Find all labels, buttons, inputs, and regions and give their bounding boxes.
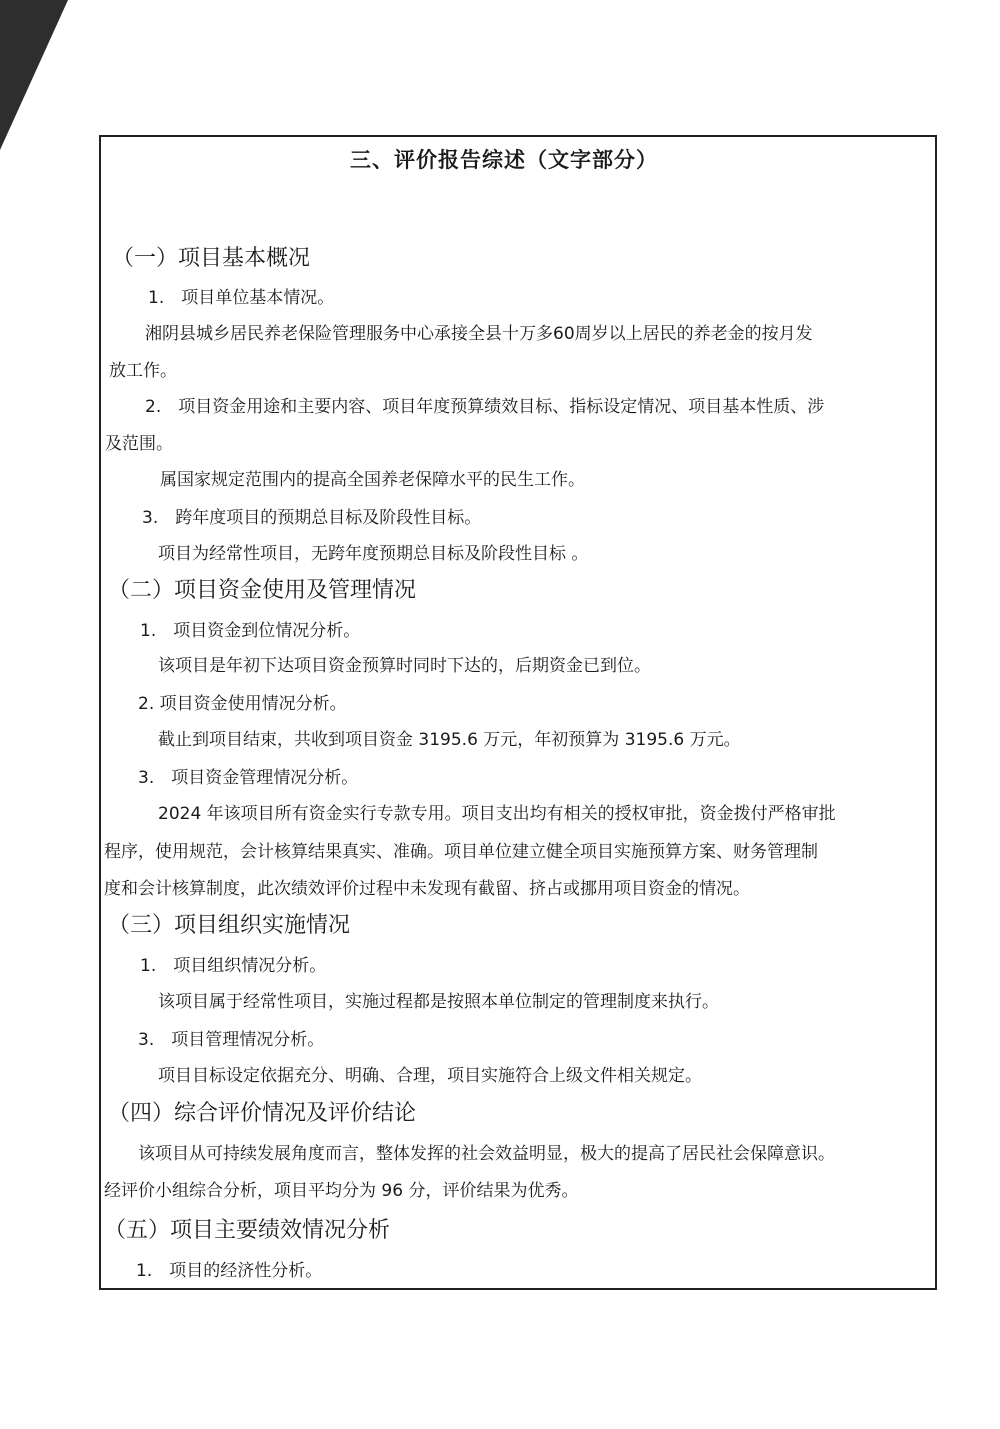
paragraph-4b: 经评价小组综合分析，项目平均分为 96 分，评价结果为优秀。 [104, 1181, 579, 1201]
paragraph-2-1: 该项目是年初下达项目资金预算时同时下达的，后期资金已到位。 [158, 656, 651, 676]
item-2-1: 1. 项目资金到位情况分析。 [140, 621, 361, 641]
section-4-heading: （四）综合评价情况及评价结论 [108, 1101, 417, 1126]
section-5-heading: （五）项目主要绩效情况分析 [104, 1218, 391, 1243]
paragraph-2-3c: 度和会计核算制度，此次绩效评价过程中未发现有截留、挤占或挪用项目资金的情况。 [104, 879, 750, 899]
scan-corner-shadow [0, 0, 80, 150]
paragraph-2-3a: 2024 年该项目所有资金实行专款专用。项目支出均有相关的授权审批，资金拨付严格审批 [158, 804, 836, 824]
paragraph-3-3: 项目目标设定依据充分、明确、合理，项目实施符合上级文件相关规定。 [158, 1066, 702, 1086]
item-3-3: 3. 项目管理情况分析。 [138, 1030, 325, 1050]
item-5-1: 1. 项目的经济性分析。 [136, 1261, 323, 1281]
paragraph-1-2: 属国家规定范围内的提高全国养老保障水平的民生工作。 [160, 470, 585, 490]
page-title: 三、评价报告综述（文字部分） [350, 148, 658, 172]
item-1-3: 3. 跨年度项目的预期总目标及阶段性目标。 [142, 508, 482, 528]
paragraph-1-1a: 湘阴县城乡居民养老保险管理服务中心承接全县十万多60周岁以上居民的养老金的按月发 [145, 324, 813, 344]
paragraph-4a: 该项目从可持续发展角度而言，整体发挥的社会效益明显，极大的提高了居民社会保障意识。 [138, 1144, 835, 1164]
item-1-2a: 2. 项目资金用途和主要内容、项目年度预算绩效目标、指标设定情况、项目基本性质、涉 [145, 397, 825, 417]
item-1-1: 1. 项目单位基本情况。 [148, 288, 335, 308]
item-3-1: 1. 项目组织情况分析。 [140, 956, 327, 976]
paragraph-2-3b: 程序，使用规范，会计核算结果真实、准确。项目单位建立健全项目实施预算方案、财务管理制 [104, 842, 818, 862]
section-3-heading: （三）项目组织实施情况 [108, 913, 351, 938]
paragraph-3-1: 该项目属于经常性项目，实施过程都是按照本单位制定的管理制度来执行。 [158, 992, 719, 1012]
section-2-heading: （二）项目资金使用及管理情况 [108, 578, 417, 603]
paragraph-1-3: 项目为经常性项目，无跨年度预期总目标及阶段性目标 。 [158, 544, 589, 564]
item-1-2b: 及范围。 [105, 434, 173, 454]
section-1-heading: （一）项目基本概况 [112, 246, 311, 271]
item-2-2: 2. 项目资金使用情况分析。 [138, 694, 347, 714]
paragraph-1-1b: 放工作。 [109, 361, 177, 381]
paragraph-2-2: 截止到项目结束，共收到项目资金 3195.6 万元，年初预算为 3195.6 万元。 [158, 730, 741, 750]
item-2-3: 3. 项目资金管理情况分析。 [138, 768, 359, 788]
